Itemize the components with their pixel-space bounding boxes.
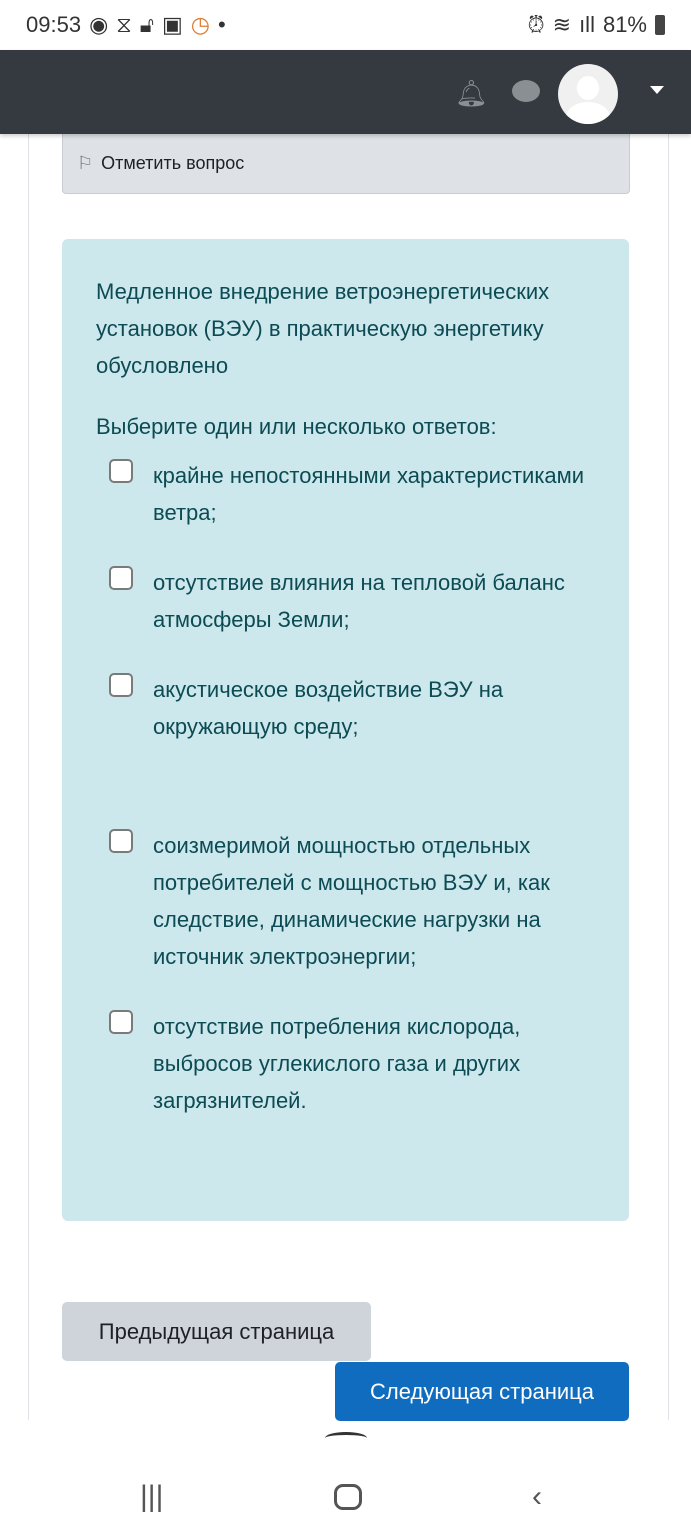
signal-icon: ıll — [579, 12, 595, 37]
option-label[interactable]: крайне непостоянными характеристиками ветра; — [153, 463, 585, 525]
alarm-icon: ⏰︎ — [527, 12, 545, 37]
system-nav-bar — [0, 1470, 691, 1530]
option-label[interactable]: соизмеримой мощностью отдельных потребителей с мощностью ВЭУ и, как следствие, динамические нагрузки на источник электроэнергии; — [153, 833, 550, 969]
previous-page-button[interactable]: Предыдущая страница — [62, 1302, 371, 1361]
gallery-icon: ▣ — [161, 12, 183, 37]
question-text: Медленное внедрение ветроэнергетических установок (ВЭУ) в практическую энергетику обусловлено — [96, 279, 550, 378]
answer-option[interactable] — [96, 1008, 595, 1119]
home-icon[interactable] — [334, 1484, 362, 1510]
bell-icon[interactable]: 🔔︎ — [455, 78, 489, 108]
checkbox[interactable] — [109, 459, 133, 483]
answer-prompt: Выберите один или несколько ответов: — [96, 414, 497, 439]
battery-icon — [655, 15, 665, 35]
flag-question-button[interactable] — [62, 134, 630, 194]
back-icon[interactable]: ‹ — [532, 1480, 542, 1513]
navbar — [0, 50, 691, 134]
flag-label: Отметить вопрос — [101, 153, 245, 173]
avatar[interactable] — [558, 64, 618, 124]
answer-option[interactable] — [96, 827, 595, 975]
next-page-button[interactable]: Следующая страница — [335, 1362, 629, 1421]
clock-time: 09:53 — [26, 12, 82, 37]
recent-apps-icon[interactable]: ||| — [140, 1480, 164, 1513]
answer-option[interactable] — [96, 457, 595, 531]
option-label[interactable]: отсутствие потребления кислорода, выбросов углекислого газа и других загрязнителей. — [153, 1014, 521, 1113]
checkbox[interactable] — [109, 1010, 133, 1034]
answer-option[interactable] — [96, 564, 595, 638]
checkbox[interactable] — [109, 829, 133, 853]
chevron-up-icon[interactable] — [325, 1432, 367, 1444]
question-card — [62, 239, 629, 1221]
lock-icon: 🔓︎ — [139, 12, 154, 37]
capcut-icon: ⧖ — [116, 12, 132, 37]
battery-level: 81% — [602, 12, 647, 37]
caret-down-icon[interactable] — [650, 86, 664, 94]
dot-icon: • — [217, 12, 226, 37]
flag-icon: ⚐ — [77, 153, 94, 173]
answer-option[interactable] — [96, 671, 595, 745]
checkbox[interactable] — [109, 673, 133, 697]
option-label[interactable]: акустическое воздействие ВЭУ на окружающую среду; — [153, 677, 504, 739]
whatsapp-icon: ◉ — [89, 12, 109, 37]
clock-icon: ◷ — [190, 12, 210, 37]
option-label[interactable]: отсутствие влияния на тепловой баланс атмосферы Земли; — [153, 570, 565, 632]
status-bar — [0, 0, 691, 50]
chat-icon[interactable] — [512, 80, 540, 102]
checkbox[interactable] — [109, 566, 133, 590]
wifi-icon: ≋ — [552, 12, 572, 37]
